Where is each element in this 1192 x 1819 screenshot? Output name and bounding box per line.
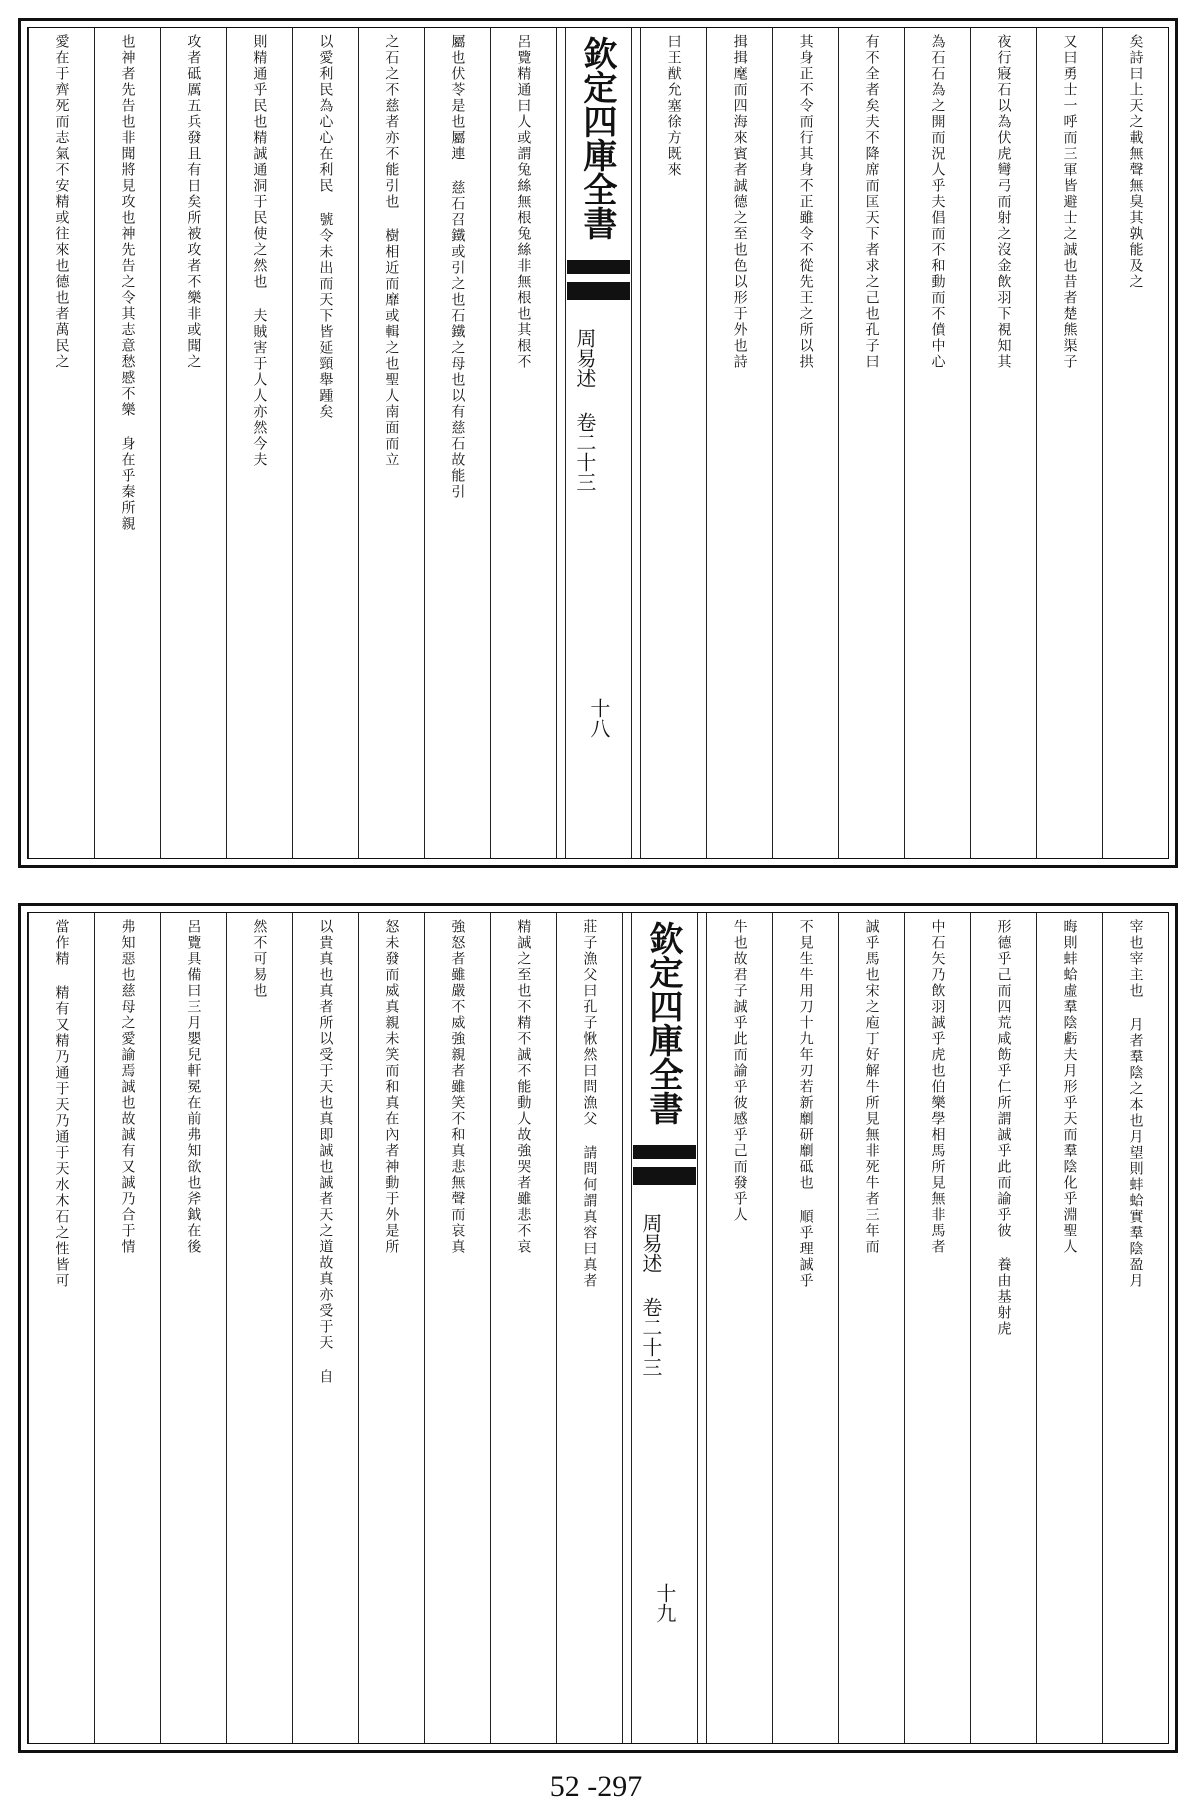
top-text-columns — [28, 28, 1168, 858]
page-footer-number: 52 -297 — [549, 1770, 643, 1803]
text-column: 當作精 精有又精乃通于天乃通于天水木石之性皆可 — [28, 913, 94, 1743]
book-title: 欽定四庫全書 — [642, 921, 683, 1125]
text-column: 弗知惡也慈母之愛諭焉誠也故誠有又誠乃合于情 — [94, 913, 160, 1743]
text-column: 攻者砥厲五兵發且有日矣所被攻者不樂非或聞之 — [160, 28, 226, 858]
bottom-text-columns — [28, 913, 1168, 1743]
section-title: 周易述 卷二十三 — [572, 328, 597, 492]
top-page — [18, 18, 1178, 868]
text-column: 屬也伏苓是也屬連 慈石召鐵或引之也石鐵之母也以有慈石故能引 — [424, 28, 490, 858]
top-page-frame — [27, 27, 1169, 859]
text-column: 矣詩曰上天之載無聲無臭其孰能及之 — [1102, 28, 1168, 858]
center-fold — [556, 28, 640, 858]
text-column: 以愛利民為心心在利民 號令未出而天下皆延頸舉踵矣 — [292, 28, 358, 858]
text-column: 呂覽具備曰三月嬰兒軒冕在前弗知欲也斧鉞在後 — [160, 913, 226, 1743]
bottom-page-frame — [27, 912, 1169, 1744]
book-title: 欽定四庫全書 — [576, 36, 617, 240]
text-column: 誠乎馬也宋之庖丁好解牛所見無非死牛者三年而 — [838, 913, 904, 1743]
text-column: 揖揖麾而四海來賓者誠德之至也色以形于外也詩 — [706, 28, 772, 858]
text-column: 則精通乎民也精誠通洞于民使之然也 夫賊害于人人亦然今夫 — [226, 28, 292, 858]
text-column: 為石石為之開而況人乎夫倡而不和動而不僨中心 — [904, 28, 970, 858]
text-column: 然不可易也 — [226, 913, 292, 1743]
text-column: 強怒者雖嚴不威強親者雖笑不和真悲無聲而哀真 — [424, 913, 490, 1743]
text-column: 之石之不慈者亦不能引也 樹相近而靡或輯之也聖人南面而立 — [358, 28, 424, 858]
text-column: 宰也宰主也 月者羣陰之本也月望則蚌蛤實羣陰盈月 — [1102, 913, 1168, 1743]
text-column: 其身正不令而行其身不正雖令不從先王之所以拱 — [772, 28, 838, 858]
text-column: 也神者先告也非聞將見攻也神先告之令其志意愁慼不樂 身在乎秦所親 — [94, 28, 160, 858]
bottom-page — [18, 903, 1178, 1753]
text-column: 牛也故君子誠乎此而諭乎彼感乎己而發乎人 — [706, 913, 772, 1743]
text-column: 精誠之至也不精不誠不能動人故強哭者雖悲不哀 — [490, 913, 556, 1743]
text-column: 曰王猷允塞徐方既來 — [640, 28, 706, 858]
text-column: 莊子漁父曰孔子愀然曰問漁父 請問何謂真容曰真者 — [556, 913, 622, 1743]
section-title: 周易述 卷二十三 — [638, 1213, 663, 1377]
text-column: 晦則蚌蛤虛羣陰虧夫月形乎天而羣陰化乎淵聖人 — [1036, 913, 1102, 1743]
folio-number: 十九 — [652, 1583, 677, 1623]
text-column: 愛在于齊死而志氣不安精或往來也德也者萬民之 — [28, 28, 94, 858]
text-column: 夜行寢石以為伏虎彎弓而射之沒金飲羽下視知其 — [970, 28, 1036, 858]
text-column: 中石矢乃飲羽誠乎虎也伯樂學相馬所見無非馬者 — [904, 913, 970, 1743]
text-column: 有不全者矣夫不降席而匡天下者求之己也孔子曰 — [838, 28, 904, 858]
text-column: 又曰勇士一呼而三軍皆避士之誠也昔者楚熊渠子 — [1036, 28, 1102, 858]
text-column: 不見生牛用刀十九年刃若新劘研劘砥也 順乎理誠乎 — [772, 913, 838, 1743]
text-column: 以貴真也真者所以受于天也真即誠也誠者天之道故真亦受于天 自 — [292, 913, 358, 1743]
folio-number: 十八 — [586, 698, 611, 738]
text-column: 形德乎己而四荒咸飭乎仁所謂誠乎此而諭乎彼 養由基射虎 — [970, 913, 1036, 1743]
text-column: 怒未發而威真親未笑而和真在內者神動于外是所 — [358, 913, 424, 1743]
center-fold — [622, 913, 706, 1743]
text-column: 呂覽精通曰人或謂兔絲無根兔絲非無根也其根不 — [490, 28, 556, 858]
